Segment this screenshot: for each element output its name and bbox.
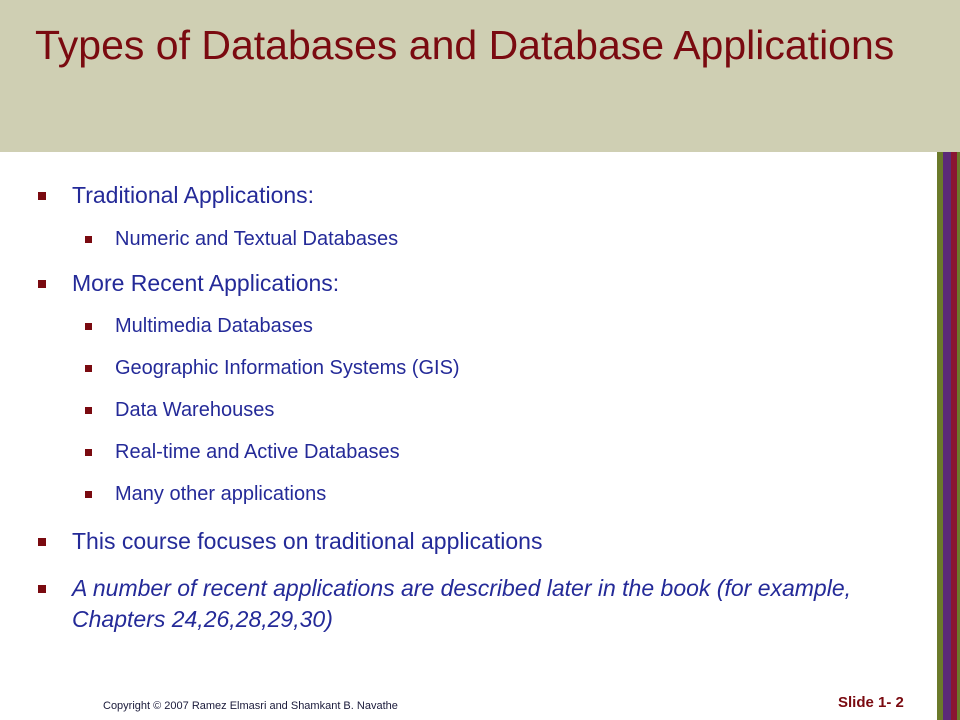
sub-bullet-item xyxy=(115,355,915,381)
bullet-square-icon xyxy=(85,449,92,456)
bullet-item xyxy=(72,526,922,557)
bullet-item xyxy=(72,268,922,299)
bullet-item xyxy=(72,573,922,635)
bullet-text: Data Warehouses xyxy=(115,399,275,421)
slide-title: Types of Databases and Database Applications xyxy=(35,22,895,68)
bullet-text: More Recent Applications: xyxy=(72,270,340,296)
bullet-text: Real-time and Active Databases xyxy=(115,441,400,463)
sub-bullet-item xyxy=(115,481,915,507)
sub-bullet-item xyxy=(115,439,915,465)
bullet-square-icon xyxy=(38,585,46,593)
bullet-text: Traditional Applications: xyxy=(72,182,315,208)
bullet-item xyxy=(72,180,922,211)
bullet-square-icon xyxy=(85,323,92,330)
sub-bullet-item xyxy=(115,226,915,252)
copyright-notice: Copyright © 2007 Ramez Elmasri and Shamkant B. Navathe xyxy=(103,700,398,712)
bullet-square-icon xyxy=(85,491,92,498)
bullet-square-icon xyxy=(38,280,46,288)
bullet-square-icon xyxy=(85,365,92,372)
bullet-square-icon xyxy=(38,192,46,200)
bullet-text: Multimedia Databases xyxy=(115,315,313,337)
bullet-text: A number of recent applications are described later in the book (for example, Chapters 24,26,28,29,30) xyxy=(72,575,852,632)
decorative-stripe-purple xyxy=(943,152,951,720)
slide-number: Slide 1- 2 xyxy=(838,694,904,711)
sub-bullet-item xyxy=(115,397,915,423)
bullet-square-icon xyxy=(85,407,92,414)
bullet-text: Numeric and Textual Databases xyxy=(115,228,399,250)
bullet-text: This course focuses on traditional applications xyxy=(72,528,543,554)
bullet-square-icon xyxy=(85,236,92,243)
bullet-text: Geographic Information Systems (GIS) xyxy=(115,357,460,379)
bullet-text: Many other applications xyxy=(115,483,327,505)
sub-bullet-item xyxy=(115,313,915,339)
bullet-square-icon xyxy=(38,538,46,546)
